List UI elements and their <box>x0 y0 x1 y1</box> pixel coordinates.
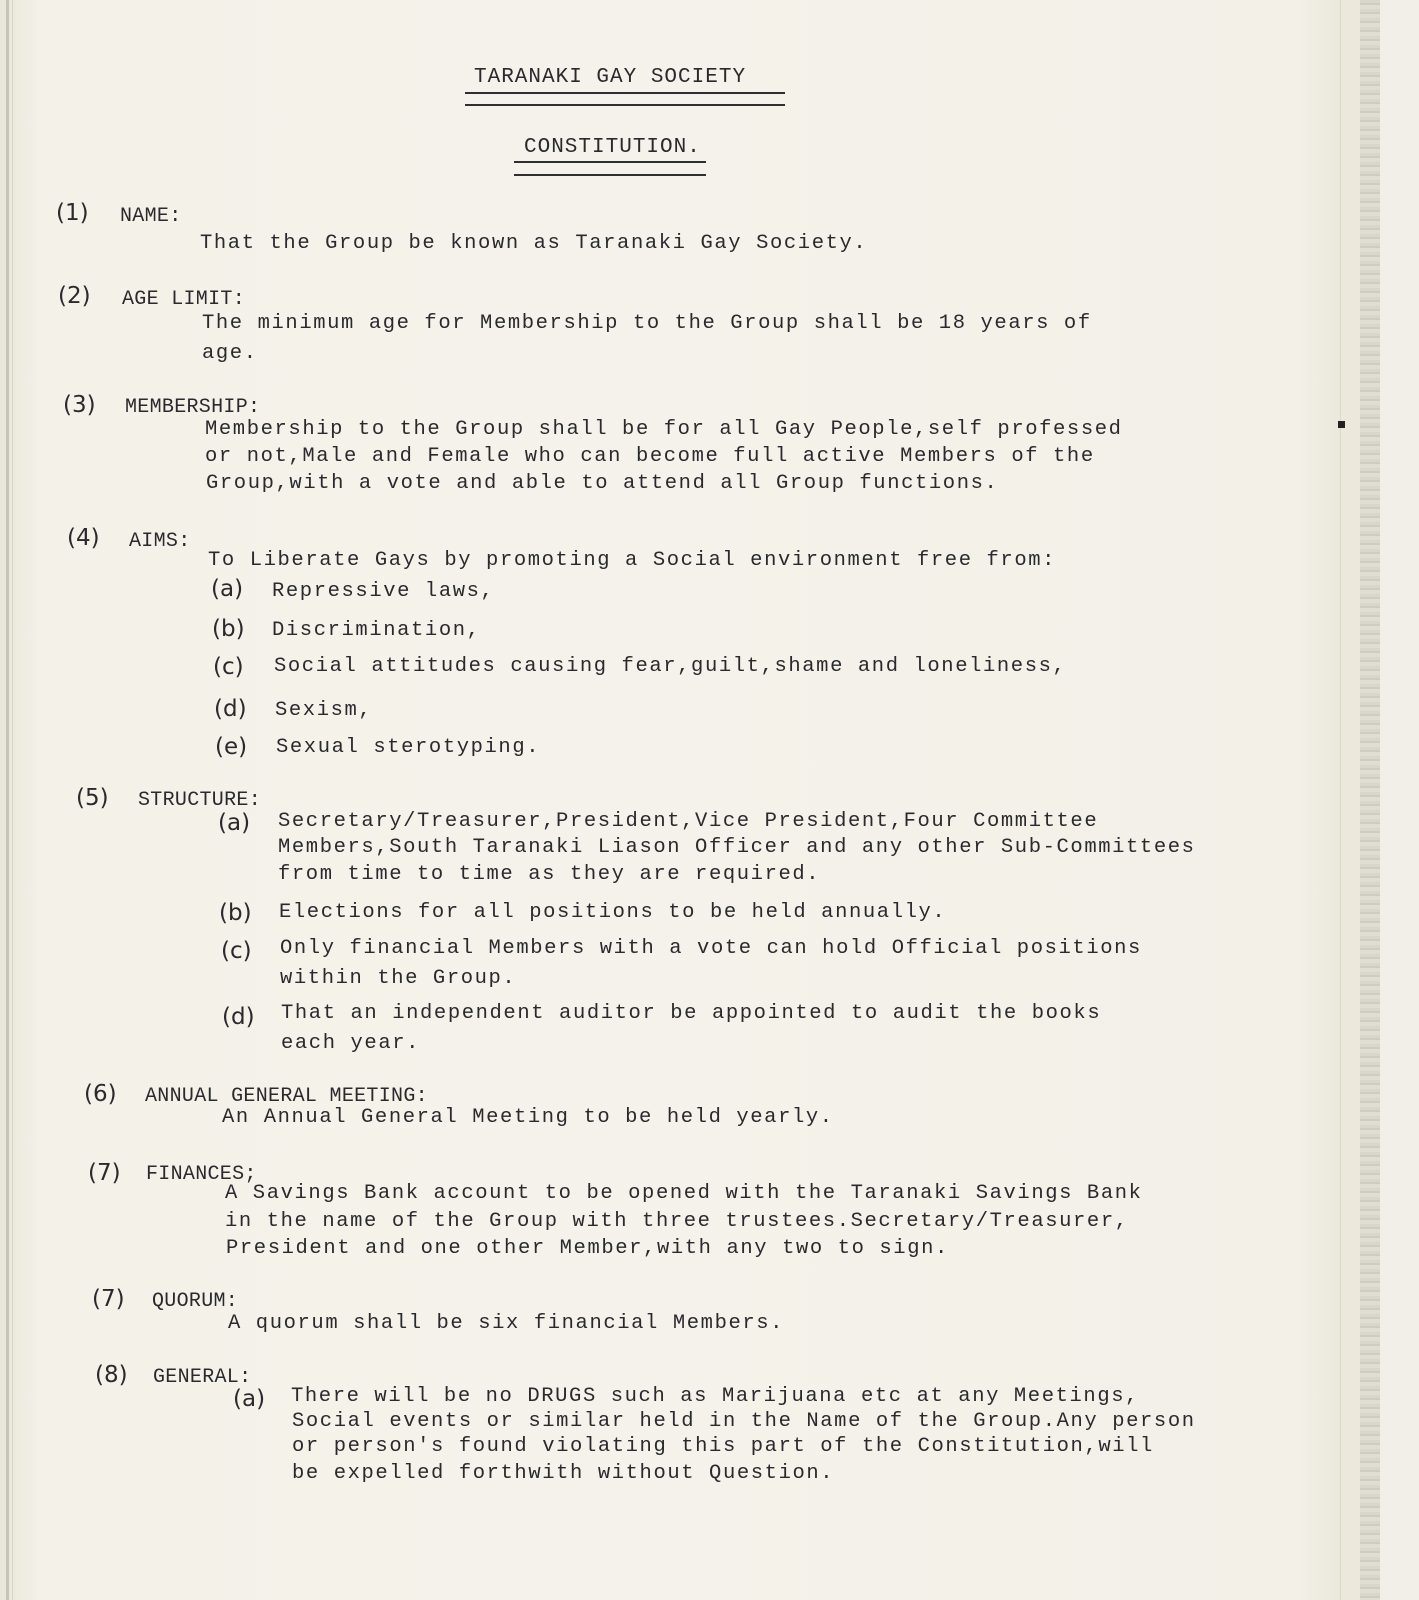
item-text: Social events or similar held in the Name of the Group.Any person <box>292 1410 1196 1433</box>
section-text: or not,Male and Female who can become full active Members of the <box>205 445 1095 468</box>
item-text: be expelled forthwith without Question. <box>292 1462 835 1485</box>
subtitle-underline <box>514 161 706 163</box>
item-text: Sexism, <box>275 699 373 722</box>
section-heading: FINANCES; <box>146 1163 257 1186</box>
item-label: (a) <box>211 576 244 602</box>
item-label: (b) <box>219 900 252 926</box>
section-number: (2) <box>58 283 91 309</box>
item-label: (d) <box>214 696 247 722</box>
section-text: That the Group be known as Taranaki Gay Society. <box>200 232 868 255</box>
section-text: The minimum age for Membership to the Group shall be 18 years of <box>202 312 1092 335</box>
section-text: in the name of the Group with three trustees.Secretary/Treasurer, <box>225 1210 1129 1233</box>
section-number: (4) <box>67 525 100 551</box>
section-heading: GENERAL: <box>153 1366 252 1389</box>
item-label: (b) <box>212 616 245 642</box>
item-label: (d) <box>222 1004 255 1030</box>
item-text: Repressive laws, <box>272 580 495 603</box>
subtitle-underline <box>514 174 706 176</box>
item-text: each year. <box>281 1032 421 1055</box>
document-title: TARANAKI GAY SOCIETY <box>474 66 747 89</box>
item-text: That an independent auditor be appointed to audit the books <box>281 1002 1102 1025</box>
title-underline <box>465 104 785 106</box>
section-text: Group,with a vote and able to attend all Group functions. <box>206 472 999 495</box>
section-heading: AIMS: <box>129 530 191 553</box>
paper-stack-edge <box>1360 0 1380 1600</box>
page-edge <box>6 0 9 1600</box>
section-heading: QUORUM: <box>152 1290 239 1313</box>
section-number: (8) <box>95 1362 128 1388</box>
section-number: (3) <box>63 392 96 418</box>
page-edge <box>12 0 13 1600</box>
section-number: (7) <box>88 1160 121 1186</box>
item-text: or person's found violating this part of the Constitution,will <box>292 1435 1154 1458</box>
section-text: President and one other Member,with any two to sign. <box>226 1237 949 1260</box>
section-intro: To Liberate Gays by promoting a Social environment free from: <box>208 549 1057 572</box>
item-text: from time to time as they are required. <box>278 863 821 886</box>
paper-stack-edge <box>1340 0 1361 1600</box>
section-text: age. <box>202 342 258 365</box>
item-text: Only financial Members with a vote can hold Official positions <box>280 937 1142 960</box>
section-heading: NAME: <box>120 205 182 228</box>
section-text: A quorum shall be six financial Members. <box>228 1312 785 1335</box>
section-heading: AGE LIMIT: <box>122 288 246 311</box>
item-label: (c) <box>213 654 244 680</box>
section-text: Membership to the Group shall be for all Gay People,self professed <box>205 418 1123 441</box>
item-label: (e) <box>215 734 248 760</box>
document-subtitle: CONSTITUTION. <box>524 136 701 159</box>
section-number: (5) <box>76 785 109 811</box>
paper-stack-edge <box>1380 0 1419 1600</box>
item-text: Social attitudes causing fear,guilt,shame and loneliness, <box>274 655 1067 678</box>
item-text: Members,South Taranaki Liason Officer and any other Sub-Committees <box>278 836 1196 859</box>
item-text: There will be no DRUGS such as Marijuana etc at any Meetings, <box>291 1385 1140 1408</box>
item-label: (a) <box>218 810 251 836</box>
item-text: Discrimination, <box>272 619 481 642</box>
title-underline <box>465 92 785 94</box>
item-text: Elections for all positions to be held annually. <box>279 901 947 924</box>
item-text: within the Group. <box>280 967 517 990</box>
section-number: (1) <box>56 200 89 226</box>
item-label: (c) <box>221 938 252 964</box>
section-number: (6) <box>84 1081 117 1107</box>
item-text: Sexual sterotyping. <box>276 736 541 759</box>
section-heading: STRUCTURE: <box>138 789 262 812</box>
section-heading: MEMBERSHIP: <box>125 396 261 419</box>
item-text: Secretary/Treasurer,President,Vice President,Four Committee <box>278 810 1099 833</box>
item-label: (a) <box>233 1386 266 1412</box>
section-text: A Savings Bank account to be opened with the Taranaki Savings Bank <box>225 1182 1143 1205</box>
ink-mark <box>1338 421 1345 428</box>
section-number: (7) <box>92 1286 125 1312</box>
section-heading: ANNUAL GENERAL MEETING: <box>145 1085 428 1108</box>
section-text: An Annual General Meeting to be held yearly. <box>222 1106 834 1129</box>
